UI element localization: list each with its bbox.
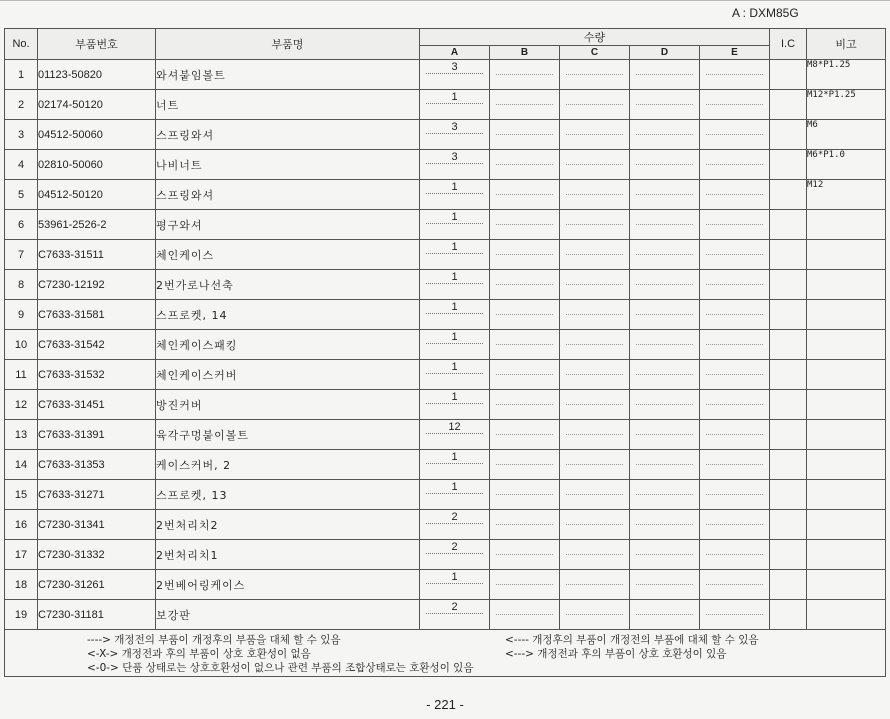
qty-a-value: 2 (426, 600, 483, 614)
qty-d (630, 270, 700, 300)
qty-a-value: 1 (426, 480, 483, 494)
ic-cell (770, 330, 807, 360)
part-name: 와셔붙임볼트 (156, 60, 420, 90)
row-number: 4 (5, 150, 38, 180)
part-name: 체인케이스패킹 (156, 330, 420, 360)
qty-c (560, 510, 630, 540)
qty-d (630, 570, 700, 600)
part-name: 너트 (156, 90, 420, 120)
legend-line-2-left: <-X-> 개정전과 후의 부품이 상호 호환성이 없음 (87, 648, 311, 660)
ic-cell (770, 390, 807, 420)
qty-a-value: 1 (426, 390, 483, 404)
qty-a (420, 570, 490, 600)
row-number: 2 (5, 90, 38, 120)
qty-d (630, 300, 700, 330)
table-row (5, 60, 886, 90)
qty-a-value: 3 (426, 150, 483, 164)
qty-b (490, 390, 560, 420)
qty-d (630, 60, 700, 90)
part-number: 02810-50060 (38, 150, 156, 180)
legend-line-2-right: <---> 개정전과 후의 부품이 상호 호환성이 있음 (505, 648, 727, 660)
qty-e (700, 120, 770, 150)
row-number: 11 (5, 360, 38, 390)
table-row (5, 420, 886, 450)
row-number: 14 (5, 450, 38, 480)
row-number: 1 (5, 60, 38, 90)
header-no: No. (5, 29, 38, 60)
part-number: C7633-31532 (38, 360, 156, 390)
qty-a (420, 330, 490, 360)
part-number: 01123-50820 (38, 60, 156, 90)
legend-line-3: <-0-> 단품 상태로는 상호호환성이 없으나 관련 부품의 조합상태로는 호환성이 있음 (87, 662, 474, 674)
qty-a-value: 3 (426, 120, 483, 134)
qty-b (490, 540, 560, 570)
qty-e (700, 450, 770, 480)
row-number: 12 (5, 390, 38, 420)
qty-b (490, 300, 560, 330)
remarks-cell (807, 540, 886, 570)
part-name: 스프로켓, 13 (156, 480, 420, 510)
table-row (5, 600, 886, 630)
table-row (5, 480, 886, 510)
qty-a-value: 1 (426, 240, 483, 254)
row-number: 16 (5, 510, 38, 540)
table-row (5, 180, 886, 210)
qty-b (490, 450, 560, 480)
table-row (5, 210, 886, 240)
part-number: C7633-31271 (38, 480, 156, 510)
ic-cell (770, 480, 807, 510)
qty-a (420, 360, 490, 390)
qty-e (700, 210, 770, 240)
qty-a-value: 2 (426, 540, 483, 554)
qty-b (490, 90, 560, 120)
table-row (5, 270, 886, 300)
qty-a (420, 300, 490, 330)
remarks-cell (807, 360, 886, 390)
remarks-cell: M6 (807, 120, 886, 150)
qty-c (560, 450, 630, 480)
qty-b (490, 150, 560, 180)
table-row (5, 510, 886, 540)
table-row (5, 120, 886, 150)
part-name: 2번처리치1 (156, 540, 420, 570)
row-number: 5 (5, 180, 38, 210)
qty-c (560, 390, 630, 420)
remarks-cell (807, 390, 886, 420)
table-row (5, 90, 886, 120)
qty-e (700, 240, 770, 270)
remarks-cell (807, 510, 886, 540)
ic-cell (770, 120, 807, 150)
part-name: 케이스커버, 2 (156, 450, 420, 480)
part-name: 육각구멍붙이볼트 (156, 420, 420, 450)
legend (5, 630, 886, 677)
part-name: 스프링와셔 (156, 120, 420, 150)
qty-e (700, 180, 770, 210)
table-row (5, 300, 886, 330)
part-number: 02174-50120 (38, 90, 156, 120)
qty-c (560, 240, 630, 270)
qty-b (490, 510, 560, 540)
part-number: C7633-31353 (38, 450, 156, 480)
qty-e (700, 480, 770, 510)
header-ic: I.C (770, 29, 807, 60)
qty-b (490, 270, 560, 300)
qty-e (700, 300, 770, 330)
qty-a (420, 90, 490, 120)
qty-a (420, 450, 490, 480)
remarks-cell (807, 570, 886, 600)
part-name: 보강판 (156, 600, 420, 630)
qty-e (700, 60, 770, 90)
remarks-cell: M12*P1.25 (807, 90, 886, 120)
part-number: C7633-31581 (38, 300, 156, 330)
table-row (5, 450, 886, 480)
qty-a-value: 1 (426, 90, 483, 104)
header-part-number: 부품번호 (38, 29, 156, 60)
qty-d (630, 540, 700, 570)
part-name: 체인케이스커버 (156, 360, 420, 390)
part-name: 2번가로나선축 (156, 270, 420, 300)
ic-cell (770, 300, 807, 330)
qty-a (420, 270, 490, 300)
part-name: 나비너트 (156, 150, 420, 180)
part-name: 평구와셔 (156, 210, 420, 240)
qty-d (630, 180, 700, 210)
model-label: A : DXM85G (732, 6, 799, 20)
table-row (5, 330, 886, 360)
qty-b (490, 480, 560, 510)
qty-b (490, 600, 560, 630)
qty-c (560, 150, 630, 180)
header-col-e: E (700, 46, 770, 60)
qty-c (560, 600, 630, 630)
remarks-cell (807, 240, 886, 270)
table-row (5, 390, 886, 420)
qty-e (700, 90, 770, 120)
table-row (5, 570, 886, 600)
part-number: 04512-50120 (38, 180, 156, 210)
part-number: C7230-31261 (38, 570, 156, 600)
qty-b (490, 120, 560, 150)
parts-rows (5, 60, 886, 630)
qty-a (420, 540, 490, 570)
part-name: 체인케이스 (156, 240, 420, 270)
row-number: 17 (5, 540, 38, 570)
table-row (5, 240, 886, 270)
qty-a (420, 420, 490, 450)
qty-a (420, 150, 490, 180)
qty-d (630, 210, 700, 240)
qty-d (630, 90, 700, 120)
remarks-cell (807, 300, 886, 330)
qty-a-value: 1 (426, 330, 483, 344)
qty-d (630, 450, 700, 480)
ic-cell (770, 240, 807, 270)
legend-line-1-right: <---- 개정후의 부품이 개정전의 부품에 대체 할 수 있음 (505, 634, 759, 646)
ic-cell (770, 540, 807, 570)
qty-c (560, 360, 630, 390)
remarks-cell: M12 (807, 180, 886, 210)
part-number: C7230-31181 (38, 600, 156, 630)
row-number: 10 (5, 330, 38, 360)
qty-a (420, 60, 490, 90)
row-number: 18 (5, 570, 38, 600)
qty-a-value: 2 (426, 510, 483, 524)
ic-cell (770, 180, 807, 210)
header-col-d: D (630, 46, 700, 60)
ic-cell (770, 90, 807, 120)
ic-cell (770, 510, 807, 540)
header-quantity: 수량 (420, 29, 770, 46)
qty-c (560, 120, 630, 150)
qty-d (630, 390, 700, 420)
qty-b (490, 210, 560, 240)
ic-cell (770, 60, 807, 90)
qty-c (560, 180, 630, 210)
qty-e (700, 150, 770, 180)
qty-d (630, 420, 700, 450)
ic-cell (770, 360, 807, 390)
qty-a-value: 1 (426, 270, 483, 284)
remarks-cell: M8*P1.25 (807, 60, 886, 90)
qty-a (420, 510, 490, 540)
qty-e (700, 420, 770, 450)
qty-a (420, 210, 490, 240)
row-number: 9 (5, 300, 38, 330)
part-number: 53961-2526-2 (38, 210, 156, 240)
qty-b (490, 360, 560, 390)
qty-d (630, 360, 700, 390)
qty-a-value: 12 (426, 420, 483, 434)
part-name: 2번베어링케이스 (156, 570, 420, 600)
qty-d (630, 600, 700, 630)
qty-d (630, 330, 700, 360)
part-name: 2번처리치2 (156, 510, 420, 540)
remarks-cell: M6*P1.0 (807, 150, 886, 180)
qty-c (560, 420, 630, 450)
remarks-cell (807, 480, 886, 510)
qty-e (700, 330, 770, 360)
qty-e (700, 540, 770, 570)
qty-c (560, 270, 630, 300)
qty-a (420, 180, 490, 210)
part-number: C7230-31341 (38, 510, 156, 540)
qty-a-value: 1 (426, 300, 483, 314)
qty-b (490, 570, 560, 600)
part-number: 04512-50060 (38, 120, 156, 150)
part-number: C7230-12192 (38, 270, 156, 300)
qty-a-value: 3 (426, 60, 483, 74)
top-rule (0, 0, 890, 1)
qty-d (630, 480, 700, 510)
ic-cell (770, 150, 807, 180)
row-number: 3 (5, 120, 38, 150)
qty-b (490, 420, 560, 450)
qty-a-value: 1 (426, 450, 483, 464)
qty-d (630, 510, 700, 540)
qty-b (490, 240, 560, 270)
qty-e (700, 510, 770, 540)
parts-table (4, 28, 886, 677)
qty-a-value: 1 (426, 360, 483, 374)
row-number: 13 (5, 420, 38, 450)
ic-cell (770, 420, 807, 450)
part-number: C7633-31451 (38, 390, 156, 420)
qty-a (420, 240, 490, 270)
header-part-name: 부품명 (156, 29, 420, 60)
part-number: C7230-31332 (38, 540, 156, 570)
qty-c (560, 570, 630, 600)
qty-e (700, 360, 770, 390)
qty-e (700, 270, 770, 300)
qty-a-value: 1 (426, 210, 483, 224)
qty-a (420, 390, 490, 420)
qty-b (490, 60, 560, 90)
qty-c (560, 60, 630, 90)
ic-cell (770, 270, 807, 300)
qty-e (700, 570, 770, 600)
qty-a-value: 1 (426, 570, 483, 584)
qty-c (560, 90, 630, 120)
qty-a-value: 1 (426, 180, 483, 194)
remarks-cell (807, 210, 886, 240)
remarks-cell (807, 450, 886, 480)
qty-c (560, 300, 630, 330)
row-number: 6 (5, 210, 38, 240)
row-number: 8 (5, 270, 38, 300)
row-number: 15 (5, 480, 38, 510)
qty-b (490, 330, 560, 360)
remarks-cell (807, 420, 886, 450)
part-name: 스프링와셔 (156, 180, 420, 210)
qty-c (560, 540, 630, 570)
qty-a (420, 480, 490, 510)
row-number: 7 (5, 240, 38, 270)
qty-d (630, 240, 700, 270)
qty-a (420, 120, 490, 150)
table-row (5, 360, 886, 390)
table-row (5, 150, 886, 180)
part-name: 방진커버 (156, 390, 420, 420)
header-col-b: B (490, 46, 560, 60)
qty-c (560, 210, 630, 240)
qty-e (700, 390, 770, 420)
legend-line-1-left: ----> 개정전의 부품이 개정후의 부품을 대체 할 수 있음 (87, 634, 341, 646)
header-col-c: C (560, 46, 630, 60)
remarks-cell (807, 600, 886, 630)
header-remarks: 비고 (807, 29, 886, 60)
qty-e (700, 600, 770, 630)
ic-cell (770, 570, 807, 600)
table-row (5, 540, 886, 570)
ic-cell (770, 210, 807, 240)
part-name: 스프로켓, 14 (156, 300, 420, 330)
qty-a (420, 600, 490, 630)
row-number: 19 (5, 600, 38, 630)
remarks-cell (807, 270, 886, 300)
qty-c (560, 480, 630, 510)
qty-d (630, 120, 700, 150)
page-number: - 221 - (426, 697, 464, 712)
qty-d (630, 150, 700, 180)
qty-c (560, 330, 630, 360)
ic-cell (770, 450, 807, 480)
remarks-cell (807, 330, 886, 360)
ic-cell (770, 600, 807, 630)
header-col-a: A (420, 46, 490, 60)
part-number: C7633-31511 (38, 240, 156, 270)
qty-b (490, 180, 560, 210)
part-number: C7633-31391 (38, 420, 156, 450)
part-number: C7633-31542 (38, 330, 156, 360)
